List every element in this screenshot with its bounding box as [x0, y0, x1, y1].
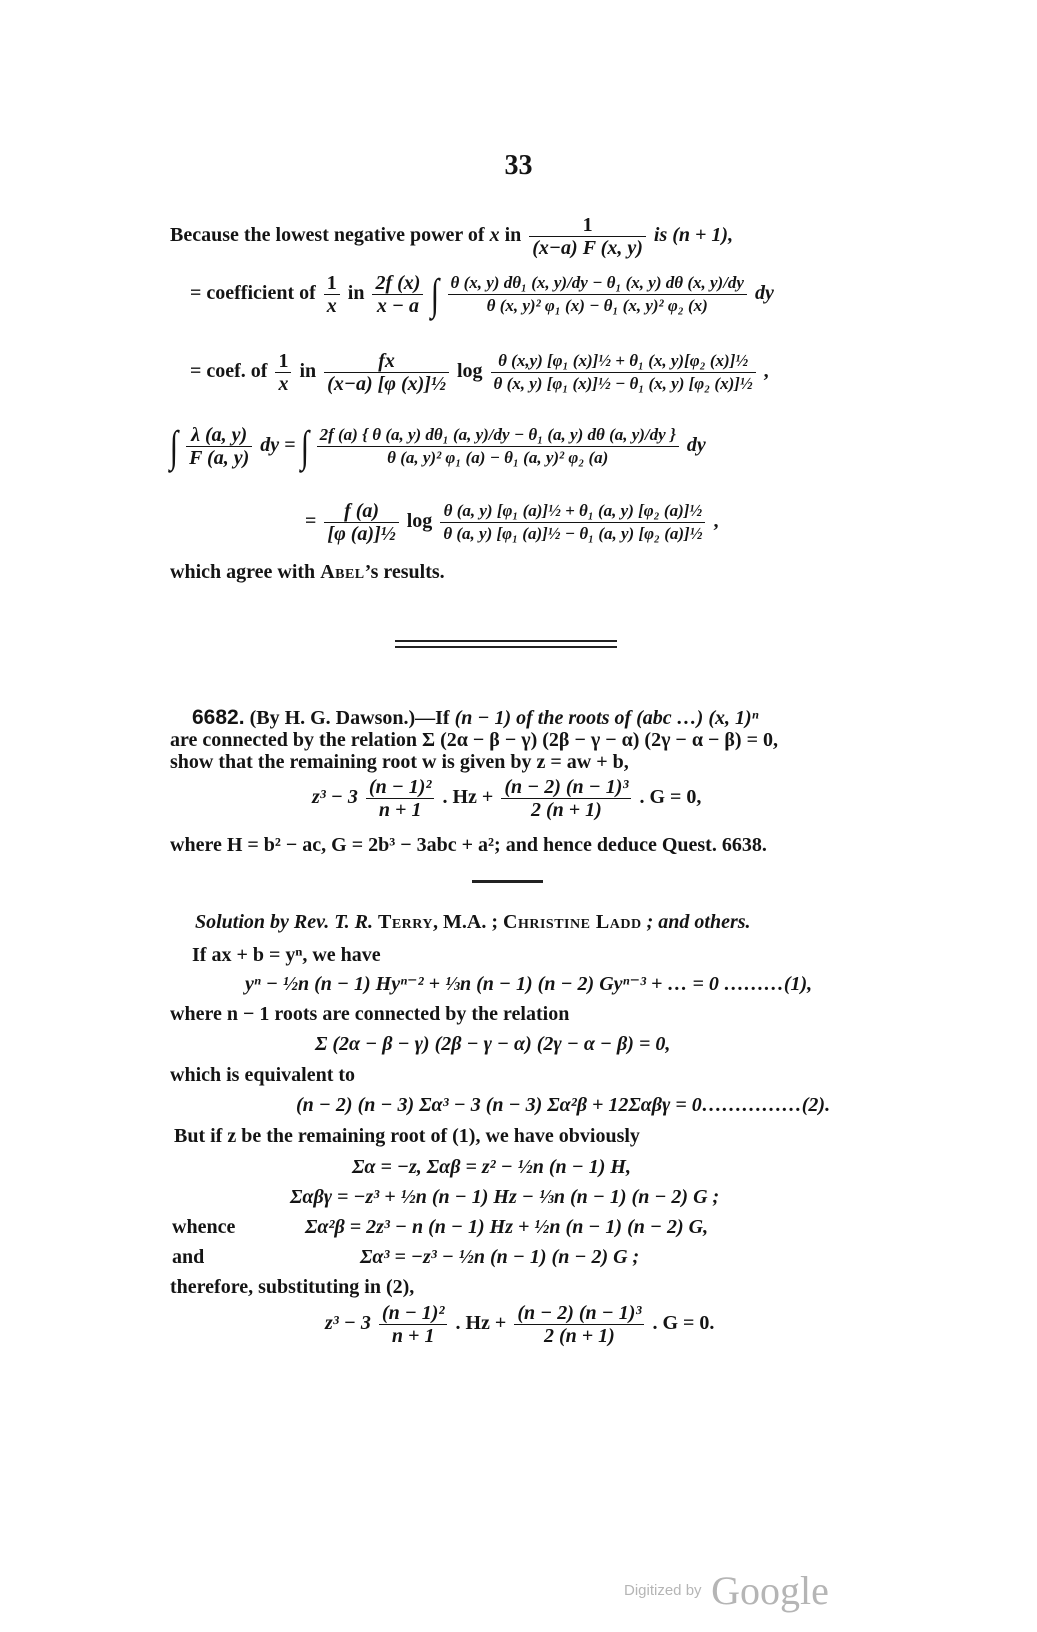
- eq2-f3-num: θ (x,y) [φ₁ (x)]½ + θ₁ (x, y)[φ₂ (x)]½: [491, 350, 756, 373]
- s-eq-f1-num: (n − 1)²: [379, 1302, 448, 1325]
- eq4-frac1: [324, 500, 398, 545]
- eq2-f1-num: 1: [275, 350, 291, 373]
- eq1-f1-den: x: [326, 295, 337, 317]
- eq3-lhs-num: λ (a, y): [186, 424, 252, 447]
- question-author: (By H. G. Dawson.)—If: [249, 707, 450, 729]
- solution-equation-2: (n − 2) (n − 3) Σα³ − 3 (n − 3) Σα²β + 12Σαβγ = 0……………(2).: [296, 1094, 831, 1116]
- q-eq-frac1: [366, 776, 435, 821]
- s-eq-f2-den: 2 (n + 1): [543, 1325, 615, 1347]
- q-eq-frac2: [501, 776, 631, 821]
- google-logo: Google: [711, 1568, 829, 1613]
- intro-var: x: [489, 224, 500, 247]
- intro-fraction: [529, 214, 646, 259]
- solution-equation-1: yⁿ − ½n (n − 1) Hyⁿ⁻² + ⅓n (n − 1) (n − 2) Gyⁿ⁻³ + … = 0 ………(1),: [245, 973, 813, 995]
- eq2-frac3: [491, 350, 756, 395]
- eq3-rhs-num: 2f (a) { θ (a, y) dθ₁ (a, y)/dy − θ₁ (a, y) dθ (a, y)/dy }: [317, 424, 679, 447]
- q-eq-f2-den: 2 (n + 1): [530, 799, 602, 821]
- eq2-f2-num: fx: [324, 350, 449, 373]
- question-line-2: are connected by the relation Σ (2α − β − γ) (2β − γ − α) (2γ − α − β) = 0,: [170, 729, 778, 751]
- eq2-f1-den: x: [278, 373, 289, 395]
- solution-line-1: If ax + b = yⁿ, we have: [192, 944, 381, 966]
- integral-sign: ∫: [431, 269, 440, 319]
- equation-integral: [169, 421, 706, 471]
- eq4-f2-den: θ (a, y) [φ₁ (a)]½ − θ₁ (a, y) [φ₂ (a)]½: [443, 524, 703, 543]
- solution-whence-label: whence: [172, 1216, 236, 1238]
- equation-coef-log: [190, 350, 769, 395]
- section-divider-top: [395, 640, 617, 642]
- solution-final-equation: [325, 1302, 714, 1347]
- eq1-f1-num: 1: [324, 272, 340, 295]
- q-eq-post: . G = 0,: [639, 786, 702, 809]
- intro-frac-den: (x−a) F (x, y): [532, 237, 643, 259]
- solution-sums-1: Σα = −z, Σαβ = z² − ½n (n − 1) H,: [352, 1156, 631, 1178]
- eq2-f2-den: (x−a) [φ (x)]½: [327, 373, 446, 395]
- eq1-in: in: [347, 282, 365, 305]
- integral-sign: ∫: [169, 421, 179, 471]
- short-divider: [472, 880, 543, 883]
- q-eq-pre: z³ − 3: [312, 786, 358, 809]
- page-number: 33: [504, 150, 533, 181]
- q-eq-f1-den: n + 1: [378, 799, 422, 821]
- question-number: 6682.: [192, 706, 245, 729]
- s-eq-pre: z³ − 3: [325, 1312, 371, 1335]
- eq2-lead: = coef. of: [190, 360, 268, 383]
- question-line-1: [192, 706, 759, 730]
- eq3-lhs-tail: dy =: [260, 434, 296, 457]
- intro-text: Because the lowest negative power of: [170, 224, 485, 247]
- eq1-lead: = coefficient of: [190, 282, 316, 305]
- solution-and-label: and: [172, 1246, 205, 1268]
- solution-author-1: Terry: [378, 911, 434, 933]
- eq4-lead: =: [305, 510, 317, 533]
- integral-sign: ∫: [300, 421, 309, 471]
- q-eq-mid: . Hz +: [442, 786, 494, 809]
- eq1-big-den: θ (x, y)² φ₁ (x) − θ₁ (x, y)² φ₂ (x): [486, 296, 708, 315]
- eq2-f3-den: θ (x, y) [φ₁ (x)]½ − θ₁ (x, y) [φ₂ (x)]½: [493, 374, 753, 393]
- eq1-tail: dy: [754, 282, 774, 305]
- eq1-frac1: [324, 272, 340, 317]
- q-eq-f1-num: (n − 1)²: [366, 776, 435, 799]
- eq2-in: in: [299, 360, 317, 383]
- equation-coefficient: [190, 269, 774, 319]
- intro-frac-num: 1: [529, 214, 646, 237]
- google-watermark: [624, 1567, 829, 1614]
- intro-post: is (n + 1),: [653, 224, 734, 247]
- eq1-f2-den: x − a: [376, 295, 420, 317]
- section-divider-bottom: [395, 646, 617, 648]
- eq4-f1-den: [φ (a)]½: [327, 523, 396, 545]
- eq4-frac2: [440, 500, 705, 545]
- eq1-big-num: θ (x, y) dθ₁ (x, y)/dy − θ₁ (x, y) dθ (x, y)/dy: [448, 272, 747, 295]
- s-eq-f2-num: (n − 2) (n − 1)³: [514, 1302, 644, 1325]
- solution-line-7: But if z be the remaining root of (1), we have obviously: [174, 1125, 640, 1147]
- eq4-tail: ,: [713, 510, 719, 533]
- s-eq-post: . G = 0.: [652, 1312, 715, 1335]
- eq3-rhs-frac: [317, 424, 679, 469]
- solution-sums-2: Σαβγ = −z³ + ½n (n − 1) Hz − ⅓n (n − 1) (n − 2) G ;: [290, 1186, 720, 1208]
- intro-line: [170, 214, 733, 259]
- solution-sums-3: Σα²β = 2z³ − n (n − 1) Hz + ½n (n − 1) (n − 2) G,: [305, 1216, 709, 1238]
- equation-result: [305, 500, 718, 545]
- solution-heading: [195, 910, 751, 934]
- solution-sums-4: Σα³ = −z³ − ½n (n − 1) (n − 2) G ;: [360, 1246, 640, 1268]
- question-line-3: show that the remaining root w is given by z = aw + b,: [170, 751, 629, 773]
- question-where: where H = b² − ac, G = 2b³ − 3abc + a²; and hence deduce Quest. 6638.: [170, 834, 767, 856]
- eq3-lhs-frac: [186, 424, 252, 469]
- question-text-1: (n − 1) of the roots of (abc …) (x, 1)ⁿ: [454, 707, 759, 729]
- closing-line: [170, 560, 445, 584]
- eq2-log: log: [456, 360, 483, 383]
- eq2-frac2: [324, 350, 449, 395]
- eq4-f2-num: θ (a, y) [φ₁ (a)]½ + θ₁ (a, y) [φ₂ (a)]½: [440, 500, 705, 523]
- eq3-rhs-den: θ (a, y)² φ₁ (a) − θ₁ (a, y)² φ₂ (a): [387, 448, 609, 467]
- s-eq-frac2: [514, 1302, 644, 1347]
- intro-in: in: [504, 224, 522, 247]
- eq3-tail: dy: [686, 434, 706, 457]
- eq3-lhs-den: F (a, y): [189, 447, 250, 469]
- eq1-f2-num: 2f (x): [372, 272, 423, 295]
- eq2-tail: ,: [763, 360, 769, 383]
- closing-pre: which agree with: [170, 561, 316, 583]
- question-equation: [312, 776, 701, 821]
- closing-name: Abel: [320, 561, 365, 583]
- solution-heading-pre: Solution by Rev. T. R.: [195, 911, 373, 933]
- s-eq-frac1: [379, 1302, 448, 1347]
- solution-heading-post: ; and others.: [646, 911, 751, 933]
- s-eq-mid: . Hz +: [455, 1312, 507, 1335]
- eq1-big-frac: [448, 272, 747, 317]
- watermark-text: Digitized by: [624, 1582, 702, 1599]
- eq4-log: log: [406, 510, 433, 533]
- solution-heading-mid: , M.A. ;: [433, 911, 499, 933]
- eq4-f1-num: f (a): [324, 500, 398, 523]
- solution-line-5: which is equivalent to: [170, 1064, 356, 1086]
- solution-line-12: therefore, substituting in (2),: [170, 1276, 415, 1298]
- eq1-frac2: [372, 272, 423, 317]
- solution-relation: Σ (2α − β − γ) (2β − γ − α) (2γ − α − β) = 0,: [315, 1033, 671, 1055]
- solution-author-2: Christine Ladd: [503, 911, 642, 933]
- eq2-frac1: [275, 350, 291, 395]
- solution-line-3: where n − 1 roots are connected by the relation: [170, 1003, 570, 1025]
- closing-post: ’s results.: [364, 561, 445, 583]
- q-eq-f2-num: (n − 2) (n − 1)³: [501, 776, 631, 799]
- s-eq-f1-den: n + 1: [391, 1325, 435, 1347]
